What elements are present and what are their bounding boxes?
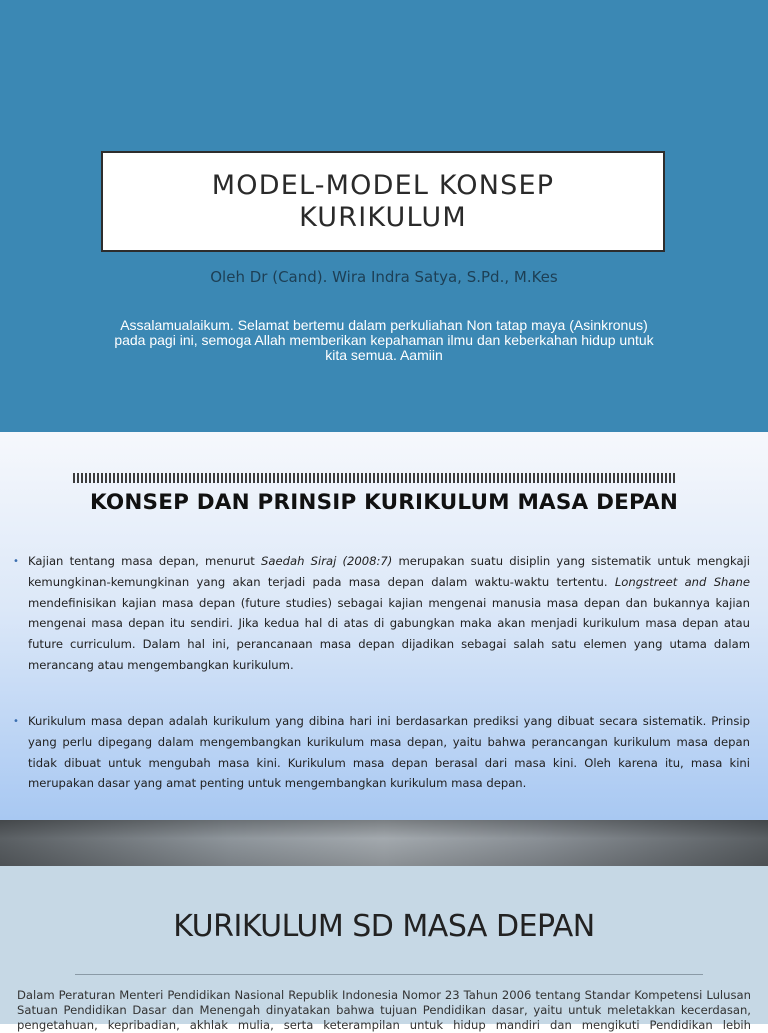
decorative-stripe-bar: [73, 473, 677, 483]
greeting-text: Assalamualaikum. Selamat bertemu dalam perkuliahan Non tatap maya (Asinkronus) pada pagi ini, semoga Allah memberikan kepahaman ilmu dan keberkahan hidup untuk kita semua. Aamiin: [114, 317, 654, 363]
title-box: [101, 151, 665, 252]
author-line: Oleh Dr (Cand). Wira Indra Satya, S.Pd., M.Kes: [210, 268, 558, 286]
bullet1-citation-2: Longstreet and Shane: [614, 574, 750, 589]
bullet-paragraph-1: [28, 551, 750, 676]
sd-curriculum-title: KURIKULUM SD MASA DEPAN: [173, 909, 595, 944]
bullet1-text-part1: Kajian tentang masa depan, menurut: [28, 554, 262, 568]
slide-title: [103, 170, 663, 234]
sd-curriculum-body: Dalam Peraturan Menteri Pendidikan Nasional Republik Indonesia Nomor 23 Tahun 2006 tentang Standar Kompetensi Lulusan Satuan Pendidikan Dasar dan Menengah dinyatakan bahwa tujuan Pendidikan dasar, yaitu untuk meletakkan kecerdasan, pengetahuan, kepribadian, akhlak mulia, serta keterampilan untuk hidup mandiri dan mengikuti Pendidikan lebih: [17, 988, 751, 1032]
bullet-dot-icon: •: [13, 716, 19, 727]
bullet1-text-part2: merupakan suatu disiplin yang sistematik untuk mengkaji kemungkinan-kemungkinan yang akan terjadi pada masa depan dalam waktu-waktu tertentu.: [28, 554, 750, 589]
slide-title-line2: KURIKULUM: [299, 201, 467, 233]
bullet-paragraph-2: Kurikulum masa depan adalah kurikulum yang dibina hari ini berdasarkan prediksi yang dibuat secara sistematik. Prinsip yang perlu dipegang dalam mengembangkan kurikulum masa depan, yaitu bahwa perancangan kurikulum masa depan tidak dibuat untuk mengubah masa kini. Kurikulum masa depan berasal dari masa kini. Oleh karena itu, masa kini merupakan dasar yang amat penting untuk mengembangkan kurikulum masa depan.: [28, 714, 750, 791]
slide-title-line1: MODEL-MODEL KONSEP: [211, 169, 555, 201]
decorative-texture-band: [0, 820, 768, 866]
title-divider: [75, 974, 703, 975]
bullet1-text-part3: mendefinisikan kajian masa depan (future studies) sebagai kajian mengenai manusia masa depan dan bukannya kajian mengenai masa depan itu sendiri. Jika kedua hal di atas di gabungkan maka akan menjadi kurikulum masa depan atau future curriculum. Dalam hal ini, perancanaan masa depan dijadikan sebagai salah satu elemen yang utama dalam merancang atau mengembangkan kurikulum.: [28, 595, 750, 672]
concept-slide-title: KONSEP DAN PRINSIP KURIKULUM MASA DEPAN: [89, 490, 679, 515]
bullet-dot-icon: •: [13, 556, 19, 567]
bullet1-citation-1: Saedah Siraj (2008:7): [261, 554, 393, 568]
